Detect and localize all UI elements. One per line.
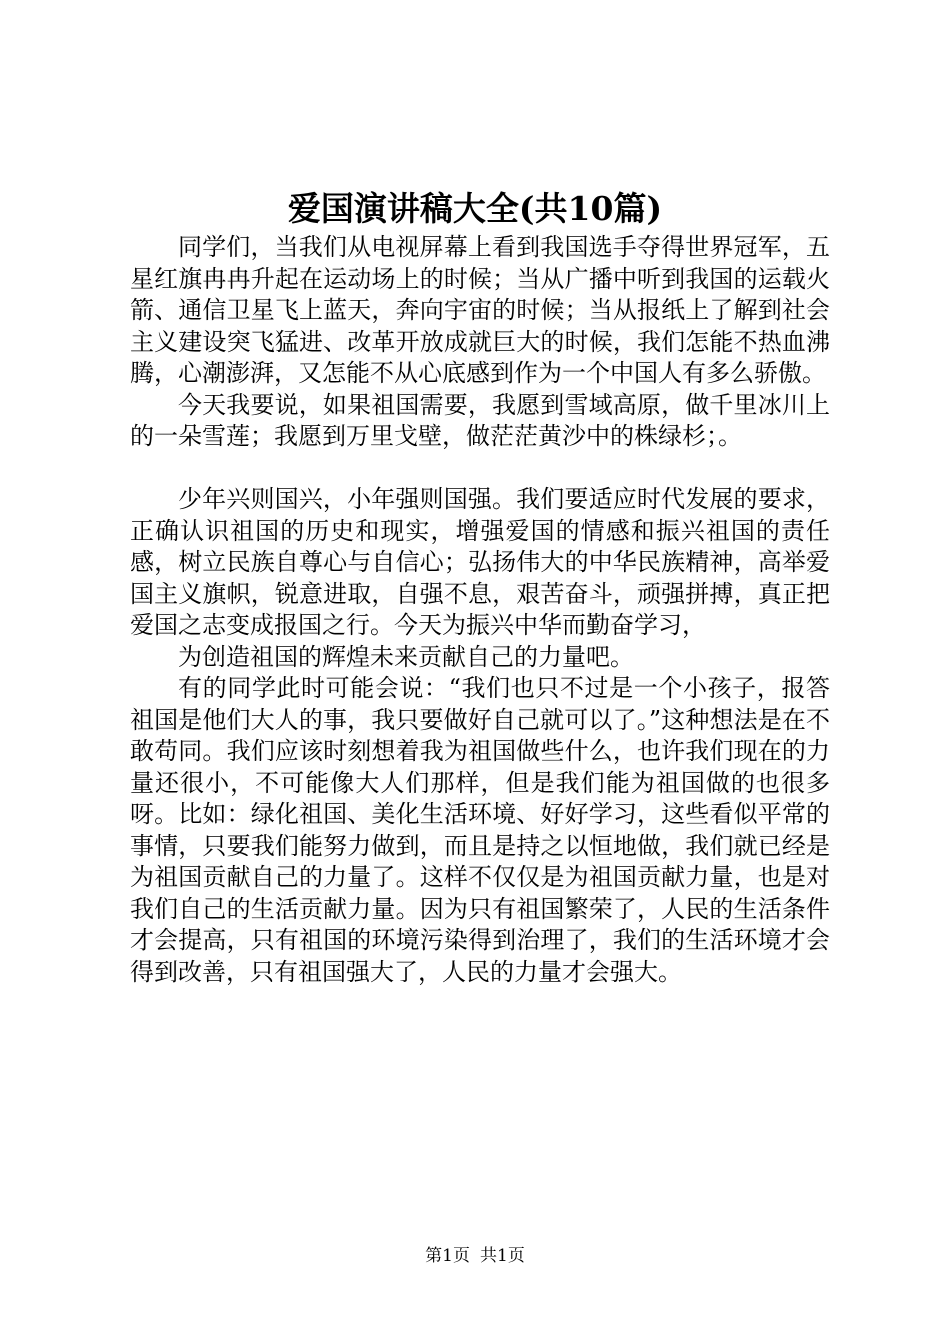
page-total: 共1页: [480, 1246, 525, 1266]
paragraph-5: 有的同学此时可能会说：“我们也只不过是一个小孩子，报答祖国是他们大人的事，我只要做好自己就可以了。”这种想法是在不敢苟同。我们应该时刻想着我为祖国做些什么，也许我们现在的力量还很小，不可能像大人们那样，但是我们能为祖国做的也很多呀。比如：绿化祖国、美化生活环境、好好学习，这些看似平常的事情，只要我们能努力做到，而且是持之以恒地做，我们就已经是为祖国贡献自己的力量了。这样不仅仅是为祖国贡献力量，也是对我们自己的生活贡献力量。因为只有祖国繁荣了，人民的生活条件才会提高，只有祖国的环境污染得到治理了，我们的生活环境才会得到改善，只有祖国强大了，人民的力量才会强大。: [130, 674, 830, 986]
page-number: 第1页: [425, 1246, 470, 1266]
paragraph-4: 为创造祖国的辉煌未来贡献自己的力量吧。: [178, 642, 634, 671]
paragraph-1: 同学们，当我们从电视屏幕上看到我国选手夺得世界冠军，五星红旗冉冉升起在运动场上的时候；当从广播中听到我国的运载火箭、通信卫星飞上蓝天，奔向宇宙的时候；当从报纸上了解到社会主义建设突飞猛进、改革开放成就巨大的时候，我们怎能不热血沸腾，心潮澎湃，又怎能不从心底感到作为一个中国人有多么骄傲。: [130, 233, 830, 387]
page-footer: [0, 1244, 950, 1268]
document-body: [130, 232, 830, 988]
document-title: 爱国演讲稿大全(共10篇): [287, 189, 663, 228]
paragraph-3: 少年兴则国兴，小年强则国强。我们要适应时代发展的要求，正确认识祖国的历史和现实，增强爱国的情感和振兴祖国的责任感，树立民族自尊心与自信心；弘扬伟大的中华民族精神，高举爱国主义旗帜，锐意进取，自强不息，艰苦奋斗，顽强拼搏，真正把爱国之志变成报国之行。今天为振兴中华而勤奋学习，: [130, 485, 830, 639]
paragraph-spacer: [130, 453, 830, 485]
paragraph-2: 今天我要说，如果祖国需要，我愿到雪域高原，做千里冰川上的一朵雪莲；我愿到万里戈壁，做茫茫黄沙中的株绿杉；。: [130, 390, 830, 450]
